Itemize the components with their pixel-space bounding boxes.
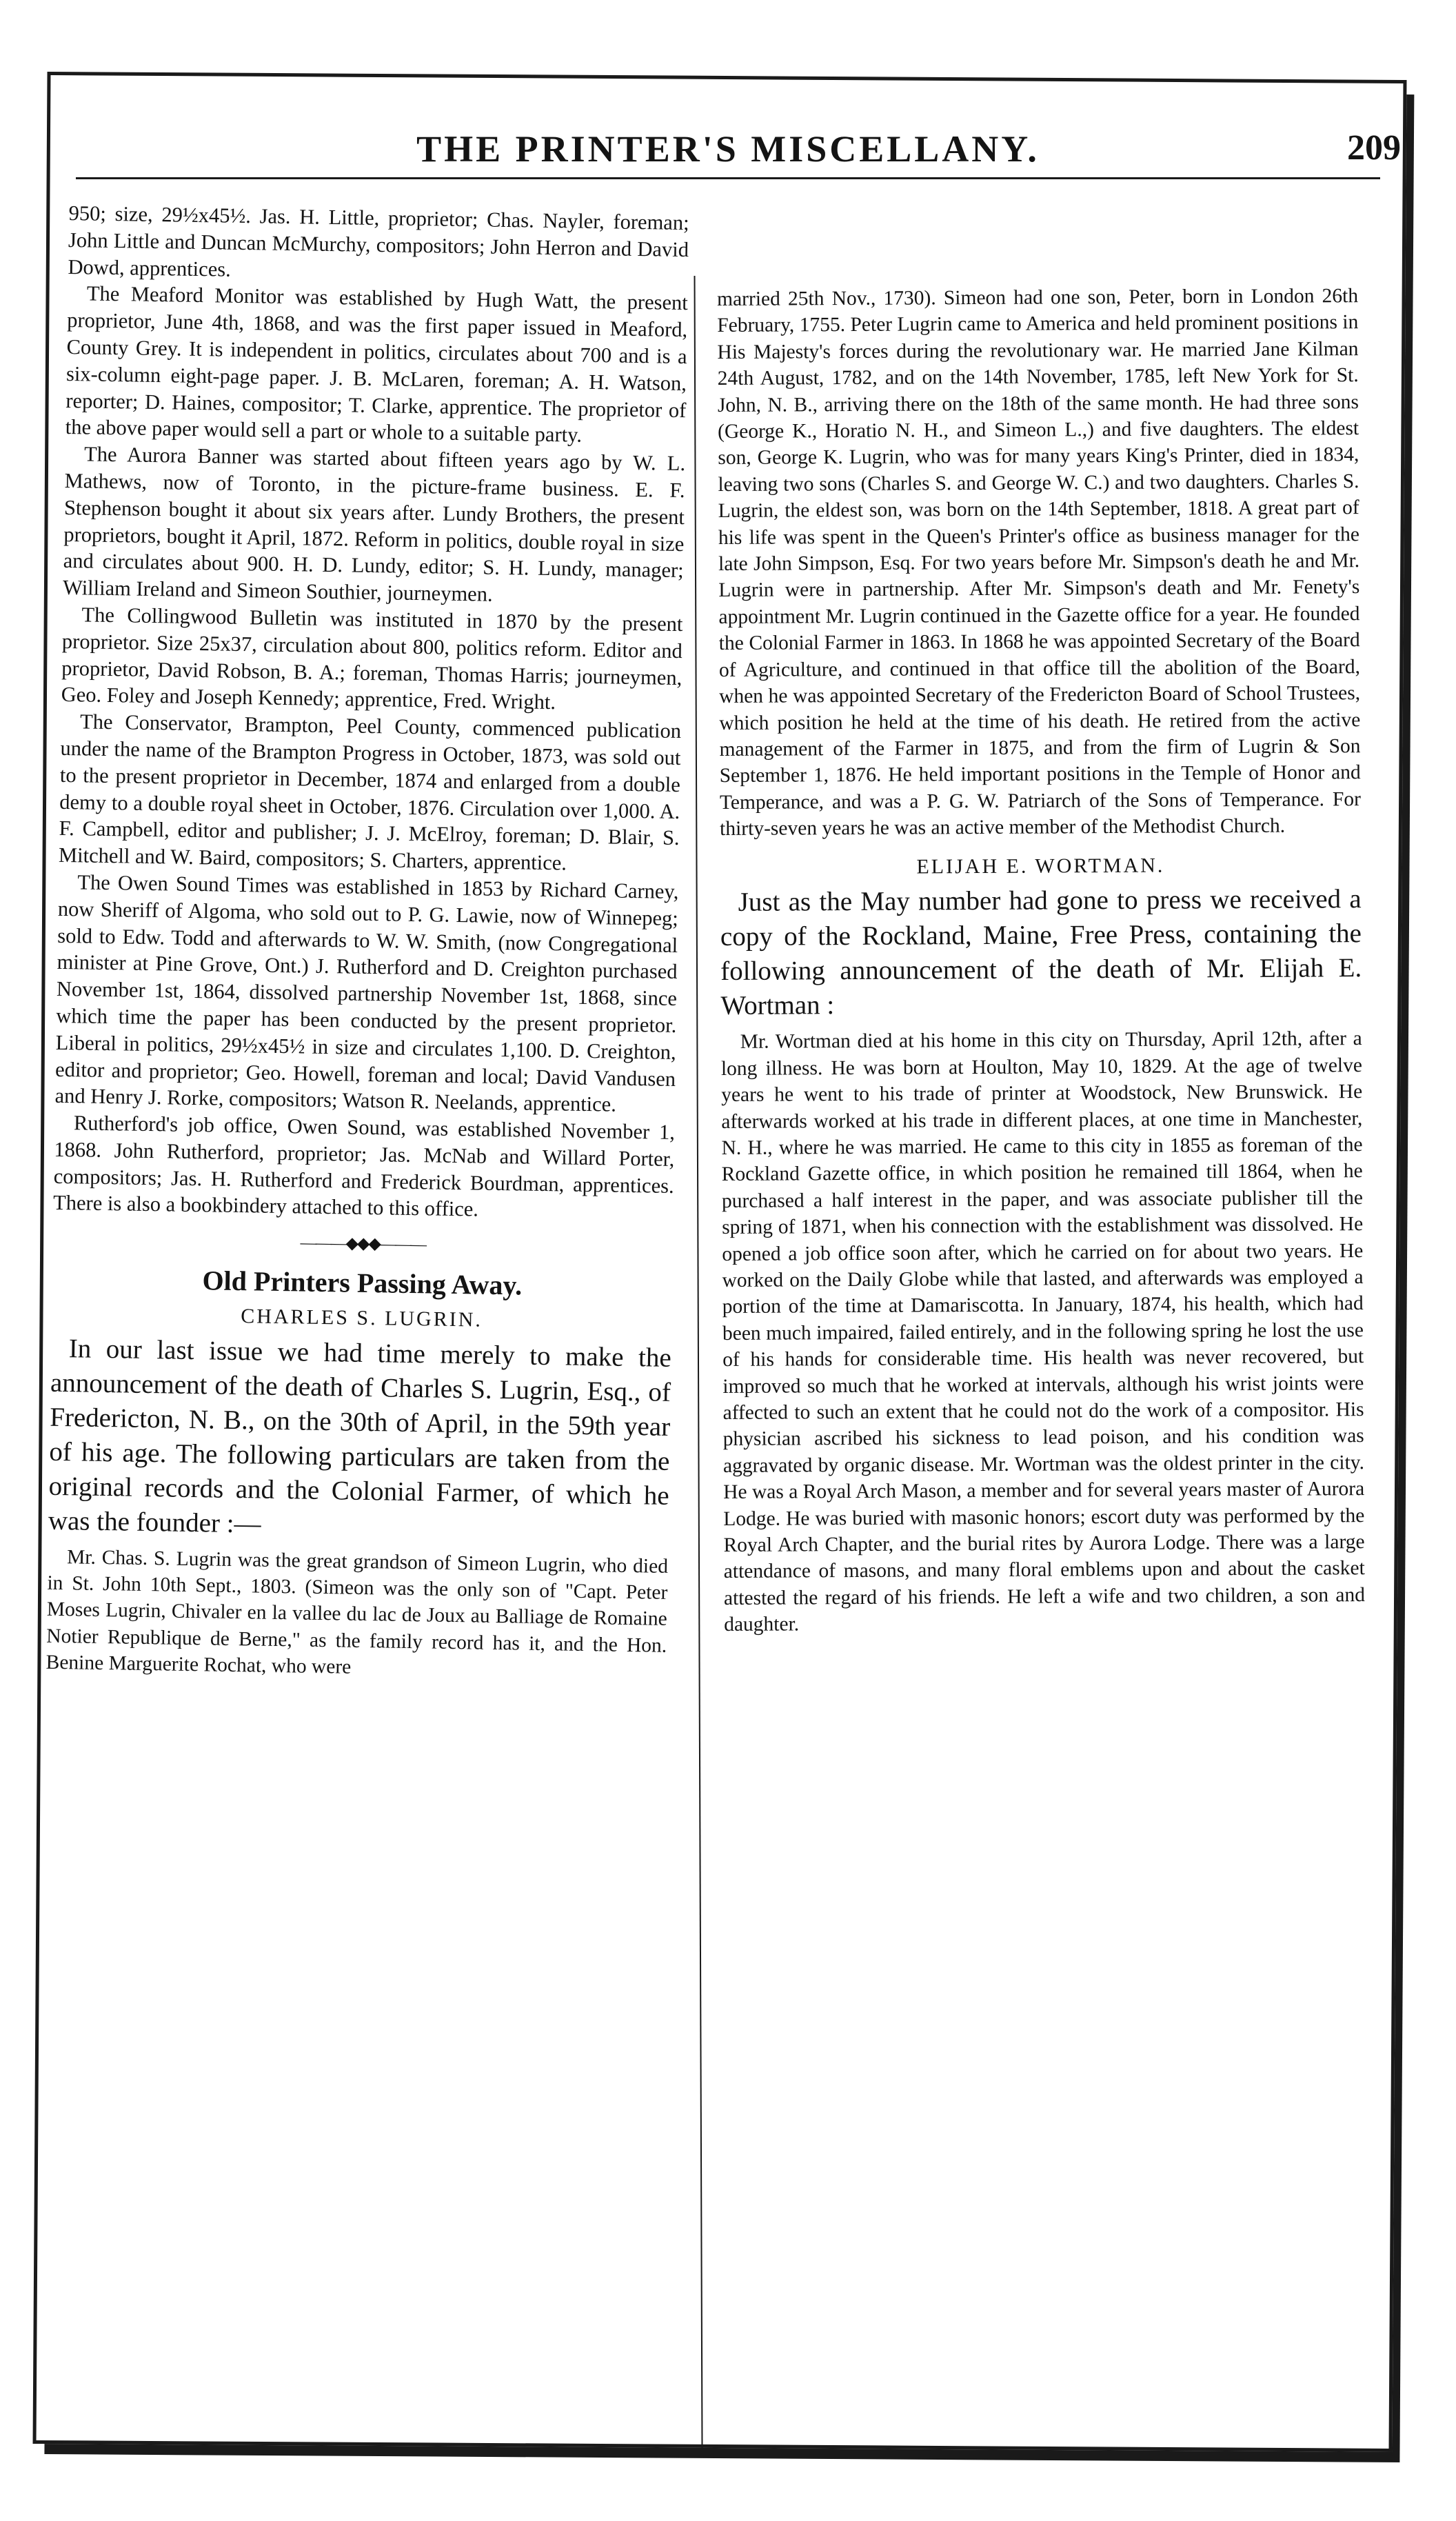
page-number: 209: [1347, 128, 1401, 168]
paragraph: The Aurora Banner was started about fifteen years ago by W. L. Mathews, now of Toronto, in the picture-frame business. E. F. Stephenson bought it about six years after. Lundy Brothers, the present proprietors, bought it April, 1872. Reform in politics, double royal in size and circulates about 900. H. D. Lundy, editor; S. H. Lundy, manager; William Ireland and Simeon Southier, journeymen.: [62, 442, 686, 606]
paragraph: The Meaford Monitor was established by Hugh Watt, the present proprietor, June 4th, 1868, and was the first paper issued in Meaford, County Grey. It is independent in politics, circulates about 700 and is a six-column eight-page paper. J. B. McLaren, foreman; A. H. Watson, reporter; D. Haines, compositor; T. Clarke, apprentice. The proprietor of the above paper would sell a part or whole to a suitable party.: [65, 281, 689, 448]
running-title: THE PRINTER'S MISCELLANY.: [416, 128, 1040, 170]
section-ornament: ———◆◆◆———: [300, 1234, 426, 1254]
page-header: [28, 128, 1428, 183]
paragraph: 950; size, 29½x45½. Jas. H. Little, proprietor; Chas. Nayler, foreman; John Little and Duncan McMurchy, compositors; John Herron and David Dowd, apprentices.: [68, 201, 689, 281]
left-column: [46, 200, 689, 1686]
paragraph: The Owen Sound Times was established in 1853 by Richard Carney, now Sheriff of Algoma, who sold out to P. G. Lawie, now of Winnepeg; sold to Edw. Todd and afterwards to W. W. Smith, (now Congregational minister at Pine Grove, Ont.) J. Rutherford and D. Creighton purchased November 1st, 1864, dissolved partnership November 1st, 1868, since which time the paper has been conducted by the present proprietor. Liberal in politics, 29½x45½ in size and circulates 1,100. D. Creighton, editor and proprietor; Geo. Howell, foreman and local; David Vandusen and Henry J. Rorke, compositors; Watson R. Neelands, apprentice.: [54, 870, 679, 1116]
obituary-lead: In our last issue we had time merely to make the announcement of the death of Charles S. Lugrin, Esq., of Fredericton, N. B., on the 30th of April, in the 59th year of his age. The following particulars are taken from the original records and the Colonial Farmer, of which he was the founder :—: [48, 1333, 672, 1539]
section-title: Old Printers Passing Away.: [202, 1265, 523, 1301]
paragraph: Rutherford's job office, Owen Sound, was established November 1, 1868. John Rutherford, proprietor; Jas. McNab and Willard Porter, compositors; Jas. H. Rutherford and Frederick Bourdman, apprentices. There is also a bookbindery attached to this office.: [52, 1111, 676, 1221]
paragraph: The Conservator, Brampton, Peel County, commenced publication under the name of the Brampton Progress in October, 1873, was sold out to the present proprietor in December, 1874 and enlarged from a double demy to a double royal sheet in October, 1876. Circulation over 1,000. A. F. Campbell, editor and publisher; J. J. McElroy, foreman; D. Blair, S. Mitchell and W. Baird, compositors; S. Charters, apprentice.: [58, 710, 682, 875]
right-column: [717, 283, 1365, 1638]
obituary-byline: ELIJAH E. WORTMAN.: [916, 854, 1165, 878]
obituary-byline: CHARLES S. LUGRIN.: [240, 1304, 483, 1332]
header-rule: [76, 177, 1380, 179]
obituary-note-continued: married 25th Nov., 1730). Simeon had one son, Peter, born in London 26th February, 1755. Peter Lugrin came to America and held prominent positions in His Majesty's forces during the revolutionary war. He married Jane Kilman 24th August, 1782, and on the 14th November, 1785, left New York for St. John, N. B., arriving there on the 18th of the same month. He had three sons (George K., Horatio N. H., and Simeon L.,) and five daughters. The eldest son, George K. Lugrin, who was for many years King's Printer, died in 1834, leaving two sons (Charles S. and George W. C.) and two daughters. Charles S. Lugrin, the eldest son, was born on the 14th September, 1818. A great part of his life was spent in the Queen's Printer's office as business manager for the late John Simpson, Esq. For two years before Mr. Simpson's death he and Mr. Lugrin were in partnership. After Mr. Simpson's death and Mr. Fenety's appointment Mr. Lugrin continued in the Gazette office for a year. He founded the Colonial Farmer in 1863. In 1868 he was appointed Secretary of the Board of Agriculture, and continued in that office till the abolition of the Board, when he was appointed Secretary of the Fredericton Board of School Trustees, which position he held at the time of his death. He retired from the active management of the Farmer in 1875, and from the firm of Lugrin & Son September 1, 1876. He held important positions in the Temple of Honor and Temperance, and was a P. G. W. Patriarch of the Sons of Temperance. For thirty-seven years he was an active member of the Methodist Church.: [717, 285, 1361, 841]
obituary-note: Mr. Wortman died at his home in this city on Thursday, April 12th, after a long illness. He was born at Houlton, May 10, 1829. At the age of twelve years he went to his trade of printer at Woodstock, New Brunswick. He afterwards worked at his trade in different places, at one time in Manchester, N. H., where he was married. He came to this city in 1855 as foreman of the Rockland Gazette office, in which position he remained till 1864, when he purchased a half interest in the paper, and was associate publisher till the spring of 1871, when his connection with the establishment was dissolved. He opened a job office soon after, which he carried on for about two years. He worked on the Daily Globe while that lasted, and afterwards was employed a portion of the time at Damariscotta. In January, 1874, his health, which had been much impaired, failed entirely, and in the following spring he lost the use of his hands for considerable time. His health was never recovered, but improved so much that he worked at intervals, although his wrist joints were affected to such an extent that he could not do the work of a compositor. His physician ascribed his sickness to lead poison, and his condition was aggravated by organic disease. Mr. Wortman was the oldest printer in the city. He was a Royal Arch Mason, a member and for several years master of Aurora Lodge. He was buried with masonic honors; escort duty was performed by the Royal Arch Chapter, and the burial rites by Aurora Lodge. There was a large attendance of masons, and many floral emblems upon and about the casket attested the regard of his friends. He left a wife and two children, a son and daughter.: [720, 1027, 1366, 1636]
obituary-note: Mr. Chas. S. Lugrin was the great grandson of Simeon Lugrin, who died in St. John 10th Sept., 1803. (Simeon was the only son of "Capt. Peter Moses Lugrin, Chivaler en la vallee du lac de Joux au Balliage de Romaine Notier Republique de Berne," as the family record has it, and the Hon. Benine Marguerite Rochat, who were: [46, 1545, 669, 1678]
paragraph: The Collingwood Bulletin was instituted in 1870 by the present proprietor. Size 25x37, circulation about 800, politics reform. Editor and proprietor, David Robson, B. A.; foreman, Thomas Harris; journeymen, Geo. Foley and Joseph Kennedy; apprentice, Fred. Wright.: [61, 603, 683, 714]
obituary-lead: Just as the May number had gone to press we received a copy of the Rockland, Maine, Free Press, containing the following announcement of the death of Mr. Elijah E. Wortman :: [720, 884, 1362, 1021]
